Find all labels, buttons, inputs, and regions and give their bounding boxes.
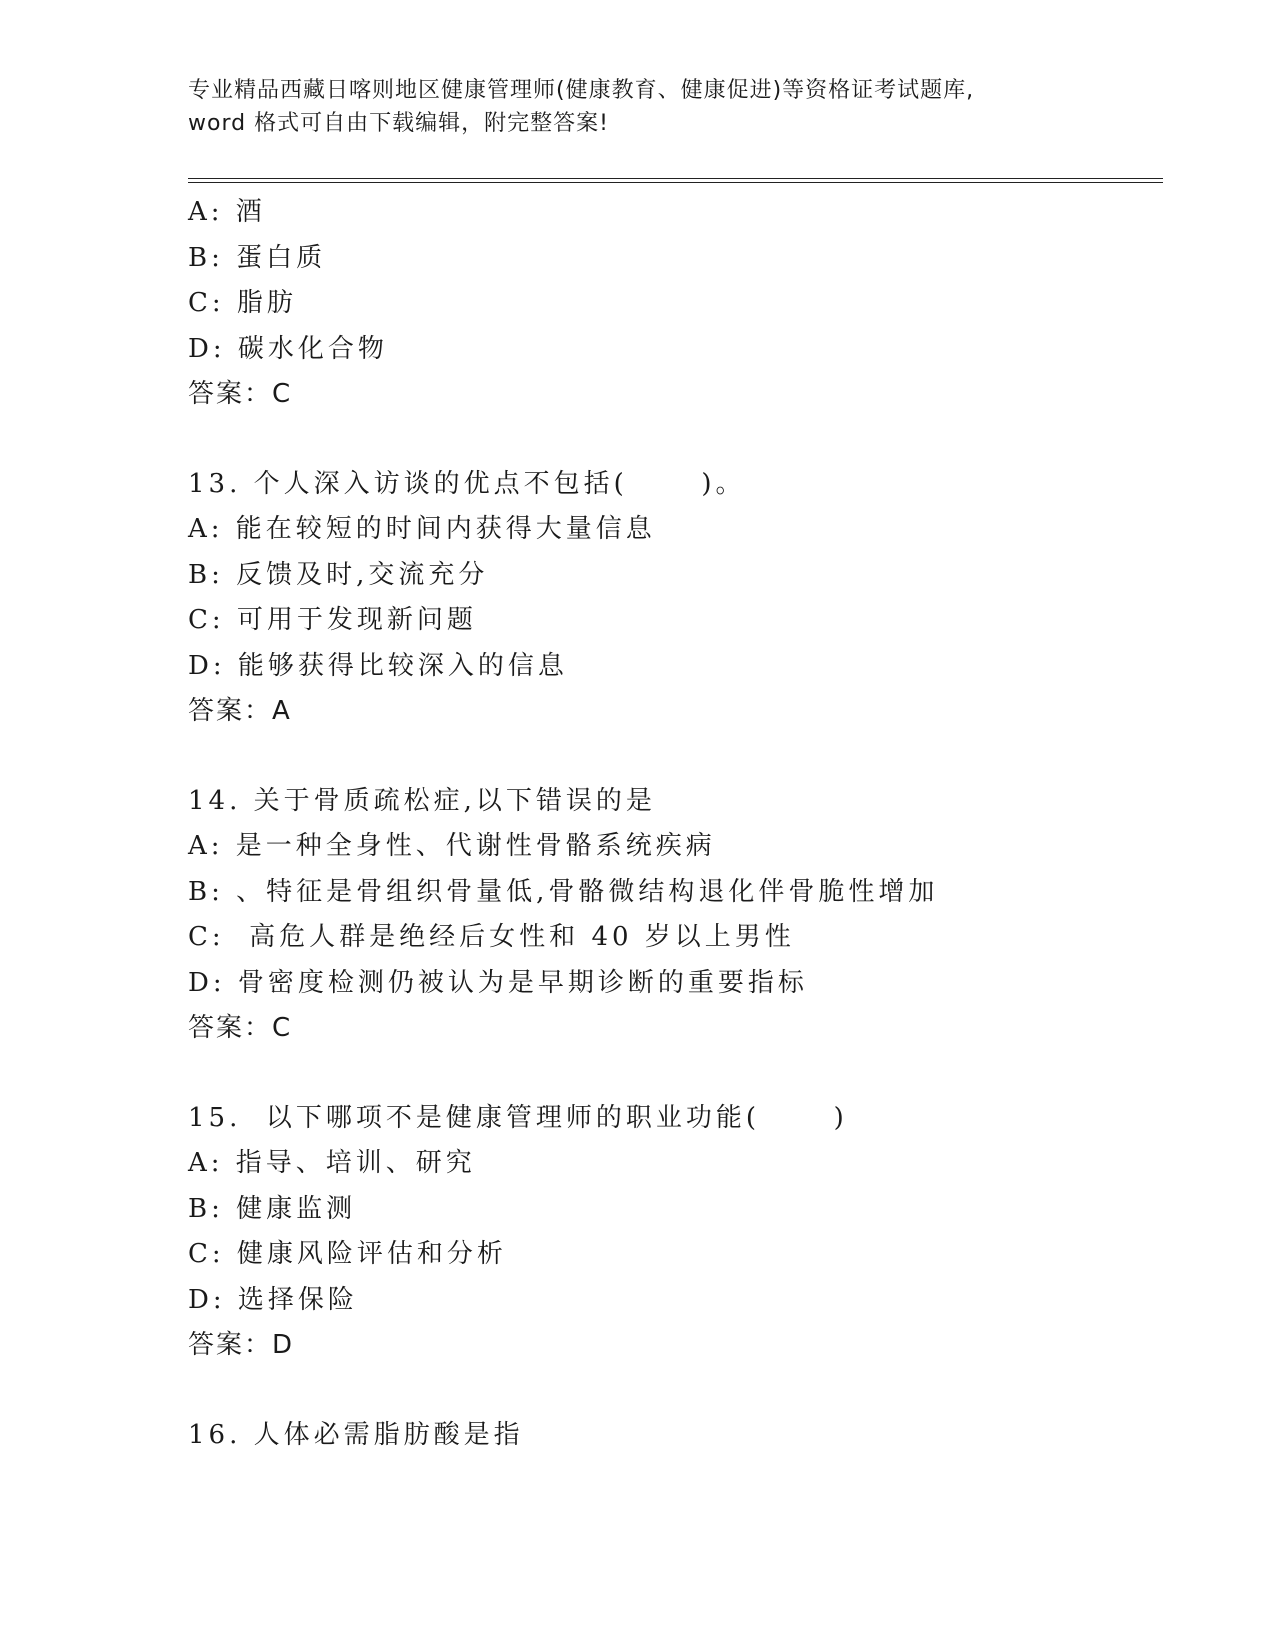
option-a: A: 能在较短的时间内获得大量信息 [188,514,656,544]
option-c: C: 脂肪 [188,288,297,318]
spacer [188,418,1163,462]
option-b: B: 反馈及时,交流充分 [188,559,489,590]
header-divider [188,178,1163,183]
header-line-1: 专业精品西藏日喀则地区健康管理师(健康教育、健康促进)等资格证考试题库, [188,78,975,103]
option-b: B: 、特征是骨组织骨量低,骨骼微结构退化伴骨脆性增加 [188,876,939,907]
answer-line: 答案：D [188,1330,295,1360]
option-a: A: 是一种全身性、代谢性骨骼系统疾病 [188,831,716,861]
option-c: C: 高危人群是绝经后女性和 40 岁以上男性 [188,922,795,952]
option-d: D: 骨密度检测仍被认为是早期诊断的重要指标 [188,967,808,998]
option-d: D: 选择保险 [188,1284,358,1315]
answer-line: 答案：C [188,379,293,409]
question-text: 15. 以下哪项不是健康管理师的职业功能( ) [188,1102,848,1133]
spacer [188,735,1163,779]
option-c: C: 健康风险评估和分析 [188,1239,507,1269]
option-b: B: 健康监测 [188,1193,357,1224]
question-block [188,1413,1163,1459]
header-line-2: word 格式可自由下载编辑，附完整答案! [188,111,609,136]
option-a: A: 指导、培训、研究 [188,1148,476,1178]
question-text: 16. 人体必需脂肪酸是指 [188,1419,524,1450]
option-d: D: 碳水化合物 [188,333,388,364]
option-b: B: 蛋白质 [188,242,327,273]
page-header [188,74,1148,140]
option-d: D: 能够获得比较深入的信息 [188,650,568,681]
question-list [188,190,1163,1458]
spacer [188,1052,1163,1096]
option-c: C: 可用于发现新问题 [188,605,477,635]
question-block [188,190,1163,418]
spacer [188,1369,1163,1413]
answer-line: 答案：A [188,696,292,726]
question-block [188,1096,1163,1369]
question-block [188,462,1163,735]
question-block [188,779,1163,1052]
option-a: A: 酒 [188,197,266,227]
question-text: 14. 关于骨质疏松症,以下错误的是 [188,785,656,816]
answer-line: 答案：C [188,1013,293,1043]
question-text: 13. 个人深入访谈的优点不包括( )。 [188,468,746,499]
